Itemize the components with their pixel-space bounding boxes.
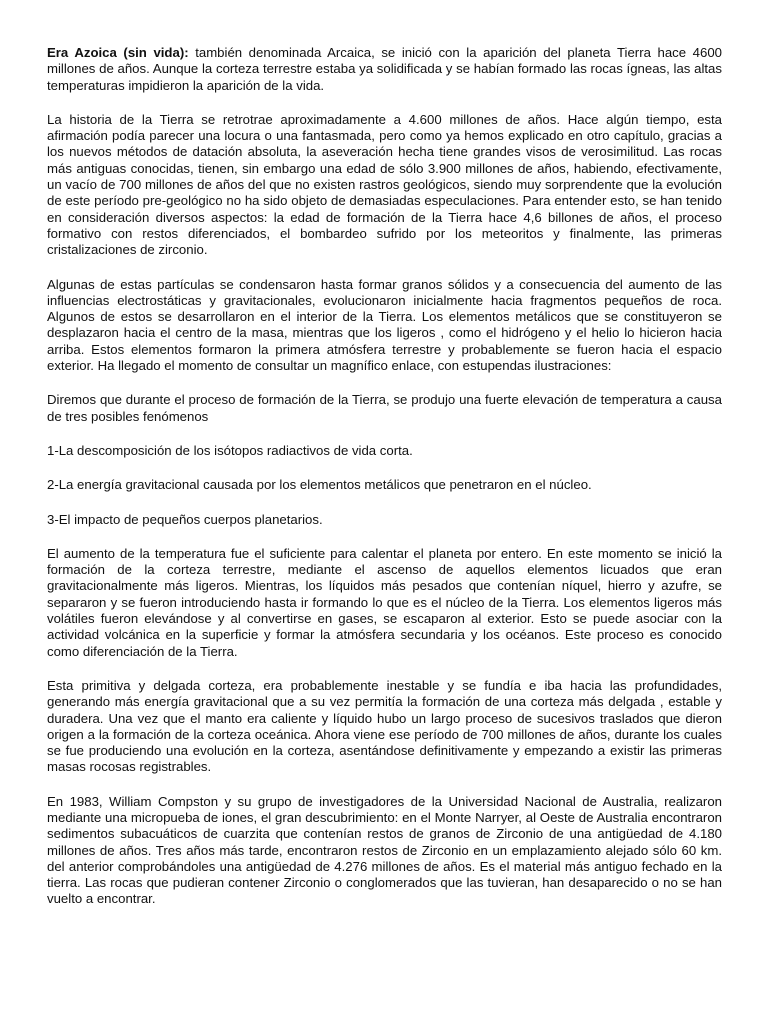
document-page — [47, 45, 722, 908]
paragraph-intro — [47, 45, 722, 94]
intro-text: también denominada Arcaica, se inició con la aparición del planeta Tierra hace 4600 millones de años. Aunque la corteza terrestre estaba ya solidificada y se habían formado las rocas ígneas, las altas temperaturas impidieron la aparición de la vida. — [47, 45, 723, 93]
paragraph-crust: Esta primitiva y delgada corteza, era probablemente inestable y se fundía e iba hacia las profundidades, generando más energía gravitacional que a su vez permitía la formación de una corteza más delgada , estable y duradera. Una vez que el manto era caliente y líquido hubo un largo proceso de sucesivos traslados que dieron origen a la formación de la corteza oceánica. Ahora viene ese período de 700 millones de años, durante los cuales se fue produciendo una evolución en la corteza, asentándose definitivamente y empezando a existir las primeras masas rocosas registrables. — [47, 677, 722, 775]
list-item-cause-2: 2-La energía gravitacional causada por los elementos metálicos que penetraron en el núcleo. — [47, 477, 592, 493]
paragraph-zirconium: En 1983, William Compston y su grupo de investigadores de la Universidad Nacional de Australia, realizaron mediante una micropueba de iones, el gran descubrimiento: en el Monte Narryer, al Oeste de Australia encontraron sedimentos subacuáticos de cuarzita que contenían restos de granos de Zirconio de una antigüedad de 4.180 millones de años. Tres años más tarde, encontraron restos de Zirconio en un emplazamiento alejado sólo 60 km. del anterior comprobándoles una antigüedad de 4.276 millones de años. Es el material más antiguo fechado en la tierra. Las rocas que pudieran contener Zirconio o conglomerados que las tuvieran, han desaparecido o no se han vuelto a encontrar. — [47, 793, 722, 907]
paragraph-particles: Algunas de estas partículas se condensaron hasta formar granos sólidos y a consecuencia del aumento de las influencias electrostáticas y gravitacionales, evolucionaron inicialmente hacia fragmentos pequeños de roca. Algunos de estos se desarrollaron en el interior de la Tierra. Los elementos metálicos que se constituyeron se desplazaron hacia el centro de la masa, mientras que los ligeros , como el hidrógeno y el helio lo hicieron hacia arriba. Estos elementos formaron la primera atmósfera terrestre y probablemente se fueron hacia el espacio exterior. Ha llegado el momento de consultar un magnífico enlace, con estupendas ilustraciones: — [47, 276, 722, 374]
list-item-cause-3: 3-El impacto de pequeños cuerpos planetarios. — [47, 511, 323, 527]
list-item-cause-1: 1-La descomposición de los isótopos radiactivos de vida corta. — [47, 442, 413, 458]
paragraph-history: La historia de la Tierra se retrotrae aproximadamente a 4.600 millones de años. Hace algún tiempo, esta afirmación podía parecer una locura o una fantasmada, pero como ya hemos explicado en otro capítulo, gracias a los nuevos métodos de datación absoluta, la aseveración hecha tiene grandes visos de verosimilitud. Las rocas más antiguas conocidas, tienen, sin embargo una edad de sólo 3.900 millones de años, habiendo, efectivamente, un vacío de 700 millones de años del que no existen rastros geológicos, siendo muy sorprendente que la evolución de este período pre-geológico no ha sido objeto de demasiadas especulaciones. Para entender esto, se han tenido en consideración diversos aspectos: la edad de formación de la Tierra hace 4,6 billones de años, el proceso formativo con restos diferenciados, el bombardeo sufrido por los meteoritos y finalmente, las primeras cristalizaciones de zirconio. — [47, 111, 722, 258]
paragraph-temperature-intro: Diremos que durante el proceso de formación de la Tierra, se produjo una fuerte elevación de temperatura a causa de tres posibles fenómenos — [47, 392, 722, 424]
paragraph-differentiation: El aumento de la temperatura fue el suficiente para calentar el planeta por entero. En este momento se inició la formación de la corteza terrestre, mediante el ascenso de aquellos elementos licuados que eran gravitacionalmente más ligeros. Mientras, los líquidos más pesados que contenían níquel, hierro y azufre, se separaron y se fueron introduciendo hasta ir formando lo que es el núcleo de la Tierra. Los elementos ligeros más volátiles fueron elevándose y al convertirse en gases, se escaparon al exterior. Esto se puede asociar con la actividad volcánica en la superficie y formar la atmósfera secundaria y los océanos. Este proceso es conocido como diferenciación de la Tierra. — [47, 545, 722, 659]
intro-lead: Era Azoica (sin vida): — [47, 45, 189, 60]
